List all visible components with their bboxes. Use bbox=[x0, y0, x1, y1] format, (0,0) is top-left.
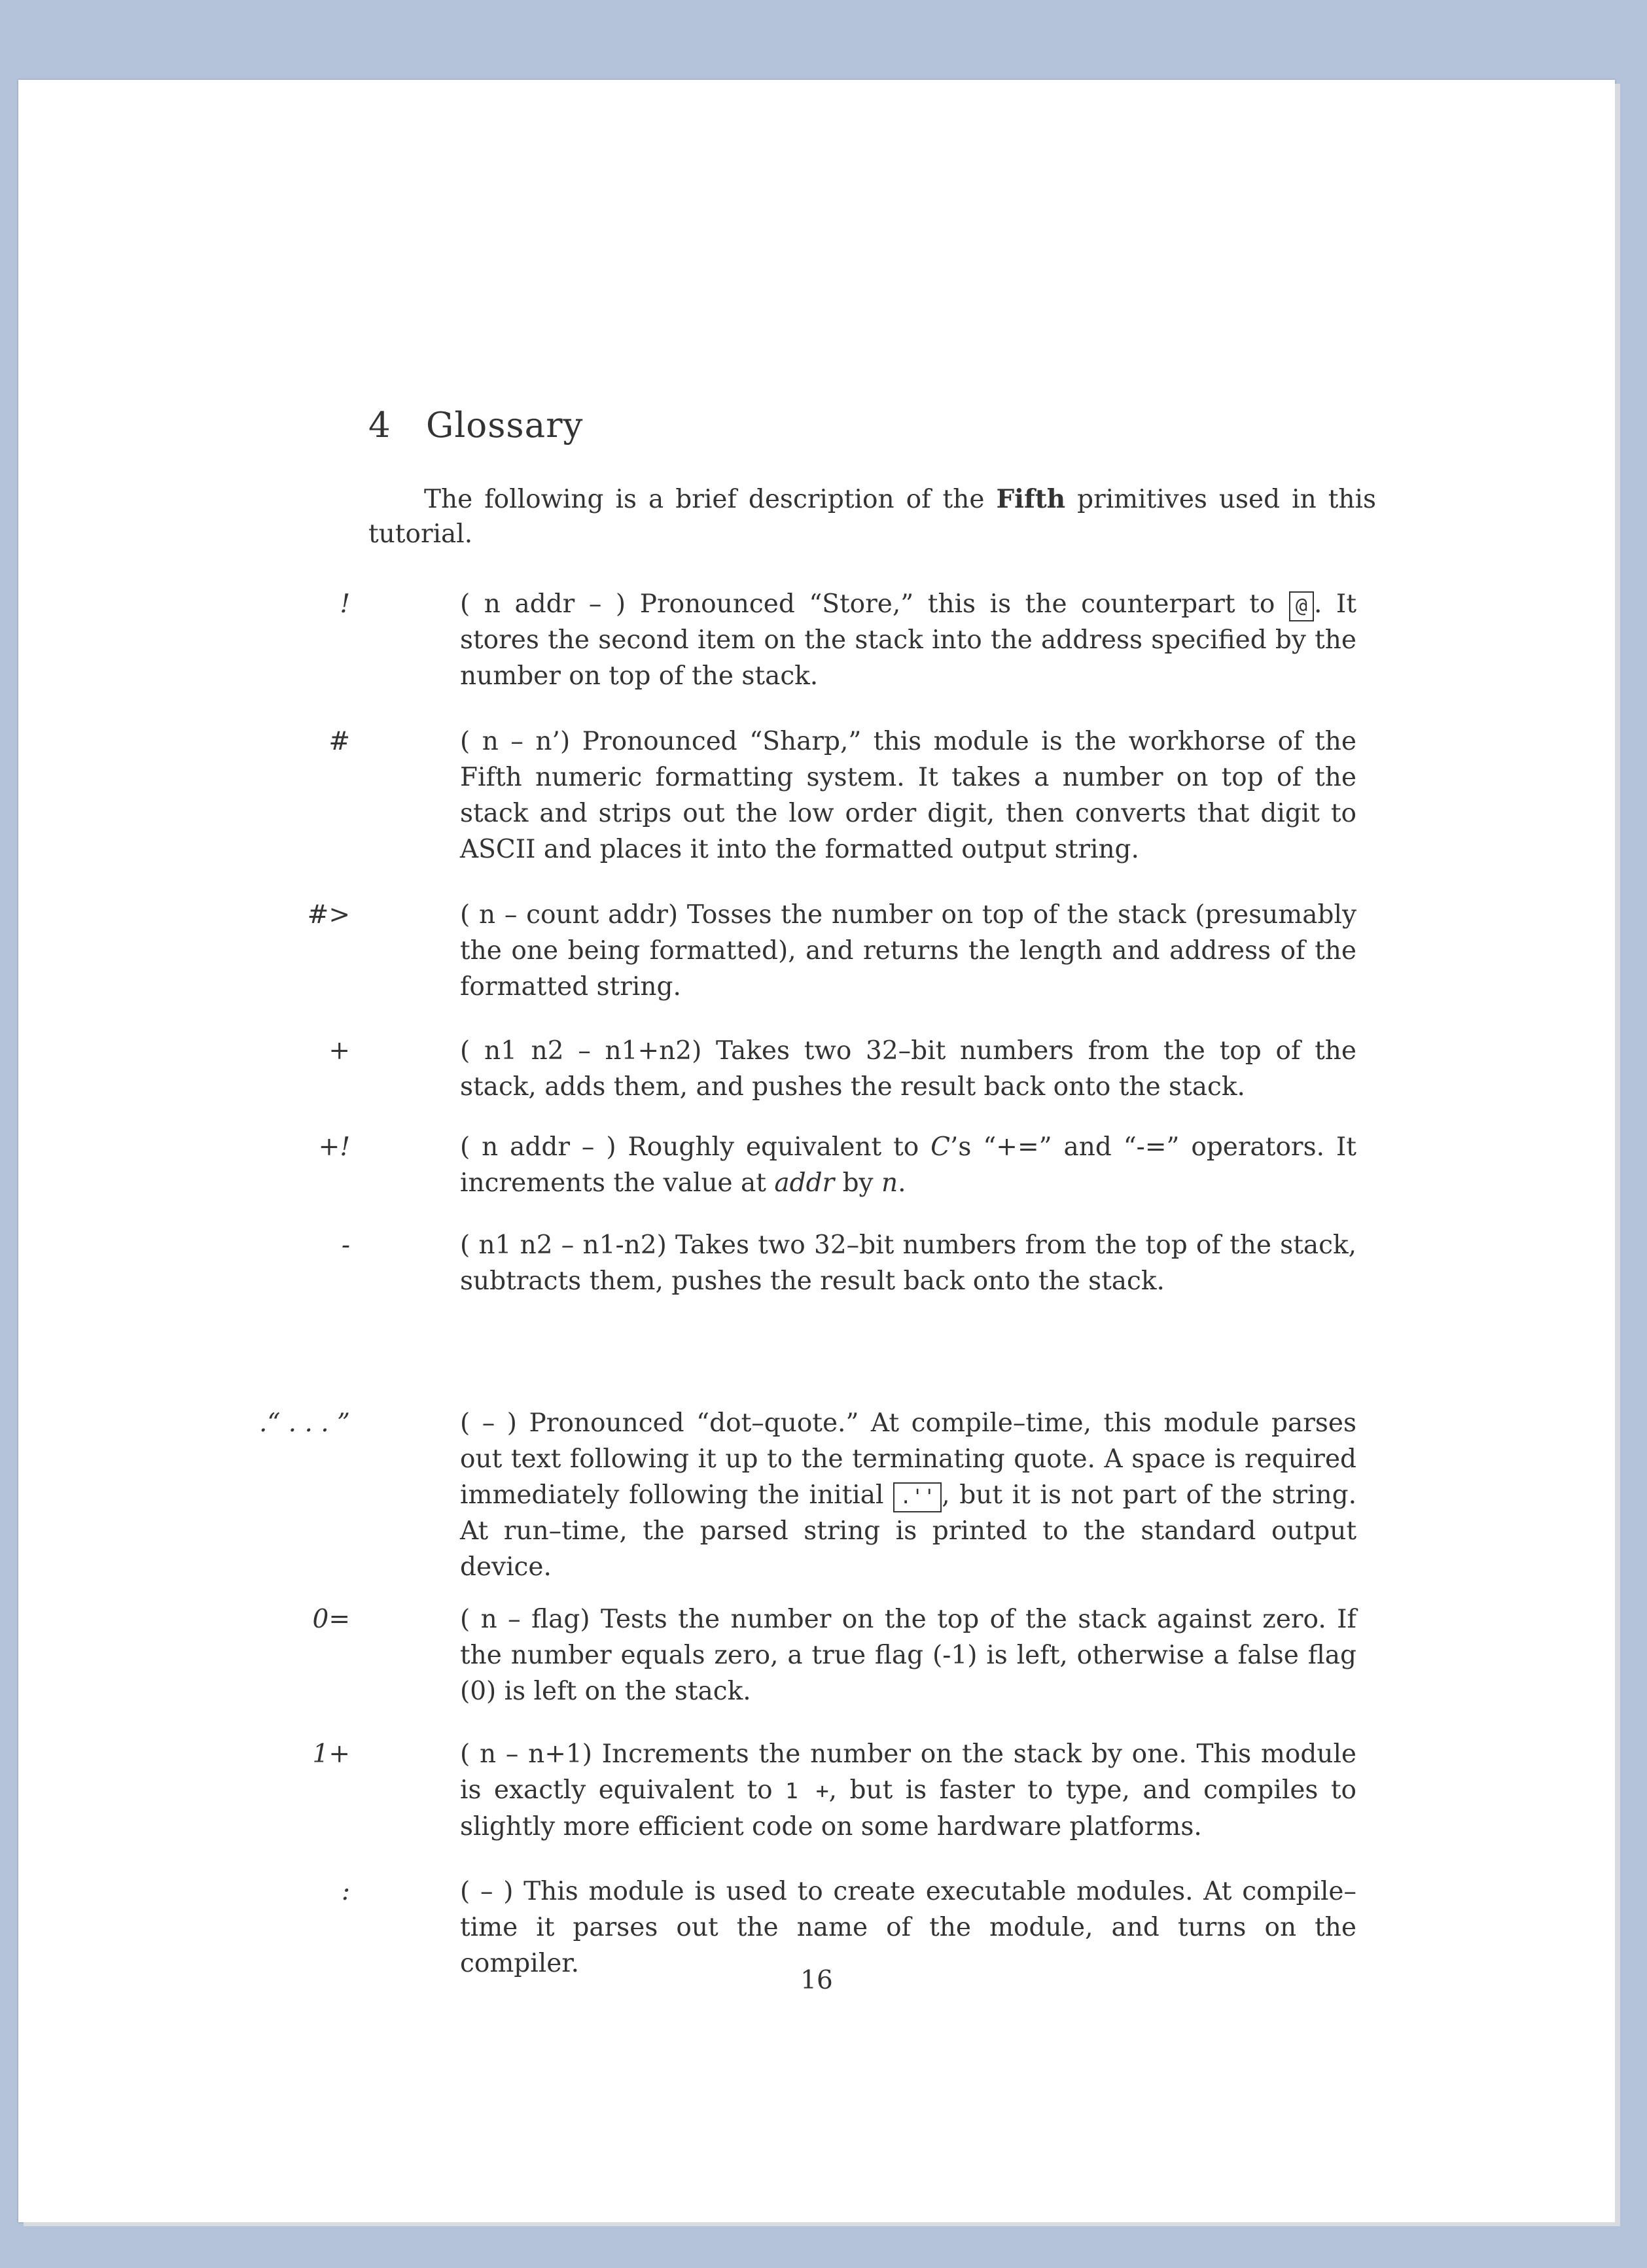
glossary-term: 0= bbox=[312, 1605, 350, 1634]
glossary-description bbox=[460, 586, 1356, 694]
desc-text: , but is faster to type, and compiles to slightly more efficient code on some hardware platforms. bbox=[460, 1775, 1357, 1841]
inline-code: 1 + bbox=[785, 1778, 829, 1804]
glossary-description: ( n – count addr) Tosses the number on top of the stack (presumably the one being formatted), and returns the length and address of the formatted string. bbox=[460, 900, 1356, 1002]
language-name: C bbox=[930, 1132, 950, 1162]
desc-text: , but it is not part of the string. At run–time, the parsed string is printed to the standard output device. bbox=[460, 1480, 1356, 1582]
intro-bold-name: Fifth bbox=[996, 484, 1066, 514]
section-heading bbox=[368, 406, 583, 445]
glossary-description: ( – ) This module is used to create executable modules. At compile–time it parses out the name of the module, and turns on the compiler. bbox=[460, 1877, 1356, 1978]
glossary-term: 1+ bbox=[312, 1739, 350, 1769]
intro-paragraph bbox=[368, 482, 1376, 551]
boxed-code: @ bbox=[1289, 591, 1314, 621]
desc-text: ’s “+=” and “-=” operators. It increments the value at bbox=[460, 1132, 1356, 1198]
glossary-description bbox=[460, 1405, 1356, 1585]
glossary-description: ( n – n’) Pronounced “Sharp,” this module is the workhorse of the Fifth numeric formatting system. It takes a number on top of the stack and strips out the low order digit, then converts that digit to ASCII and places it into the formatted output string. bbox=[460, 727, 1356, 864]
glossary-term: : bbox=[341, 1877, 350, 1906]
desc-text: ( – ) Pronounced “dot–quote.” At compile–time, this module parses out text following it up to the terminating quote. A space is required immediately following the initial bbox=[460, 1408, 1356, 1510]
desc-text: ( n addr – ) Pronounced “Store,” this is the counterpart to bbox=[460, 589, 1289, 619]
desc-text: . bbox=[898, 1168, 906, 1198]
page-number: 16 bbox=[800, 1966, 833, 1995]
desc-text: . It stores the second item on the stack into the address specified by the number on top of the stack. bbox=[460, 589, 1356, 691]
glossary-term: +! bbox=[318, 1132, 350, 1162]
glossary-term: .“ . . . ” bbox=[258, 1408, 350, 1438]
glossary-term: #> bbox=[307, 900, 350, 930]
glossary-term: # bbox=[328, 727, 350, 756]
glossary-description: ( n1 n2 – n1-n2) Takes two 32–bit numbers from the top of the stack, subtracts them, pushes the result back onto the stack. bbox=[460, 1230, 1356, 1296]
glossary-description bbox=[460, 1736, 1356, 1845]
desc-text: ( n addr – ) Roughly equivalent to bbox=[460, 1132, 931, 1162]
intro-text-start: The following is a brief description of the bbox=[424, 485, 997, 514]
glossary-description: ( n1 n2 – n1+n2) Takes two 32–bit numbers from the top of the stack, adds them, and pushes the result back onto the stack. bbox=[460, 1036, 1356, 1102]
boxed-code: .'' bbox=[893, 1482, 942, 1512]
desc-text: ( n – n+1) Increments the number on the stack by one. This module is exactly equivalent to bbox=[460, 1739, 1356, 1805]
param-n: n bbox=[881, 1168, 898, 1198]
glossary-term: + bbox=[328, 1036, 350, 1066]
intro-text-end: primitives used in this tutorial. bbox=[368, 485, 1376, 549]
param-addr: addr bbox=[774, 1168, 835, 1198]
page-sheet bbox=[18, 80, 1615, 2222]
glossary-description bbox=[460, 1129, 1356, 1201]
desc-text: by bbox=[834, 1168, 881, 1198]
page-content bbox=[18, 80, 1615, 2222]
section-title: Glossary bbox=[426, 406, 584, 445]
glossary-term: ! bbox=[340, 589, 350, 619]
glossary-description: ( n – flag) Tests the number on the top of the stack against zero. If the number equals zero, a true flag (-1) is left, otherwise a false flag (0) is left on the stack. bbox=[460, 1605, 1356, 1706]
glossary-term: - bbox=[341, 1230, 350, 1260]
section-number: 4 bbox=[368, 406, 391, 445]
